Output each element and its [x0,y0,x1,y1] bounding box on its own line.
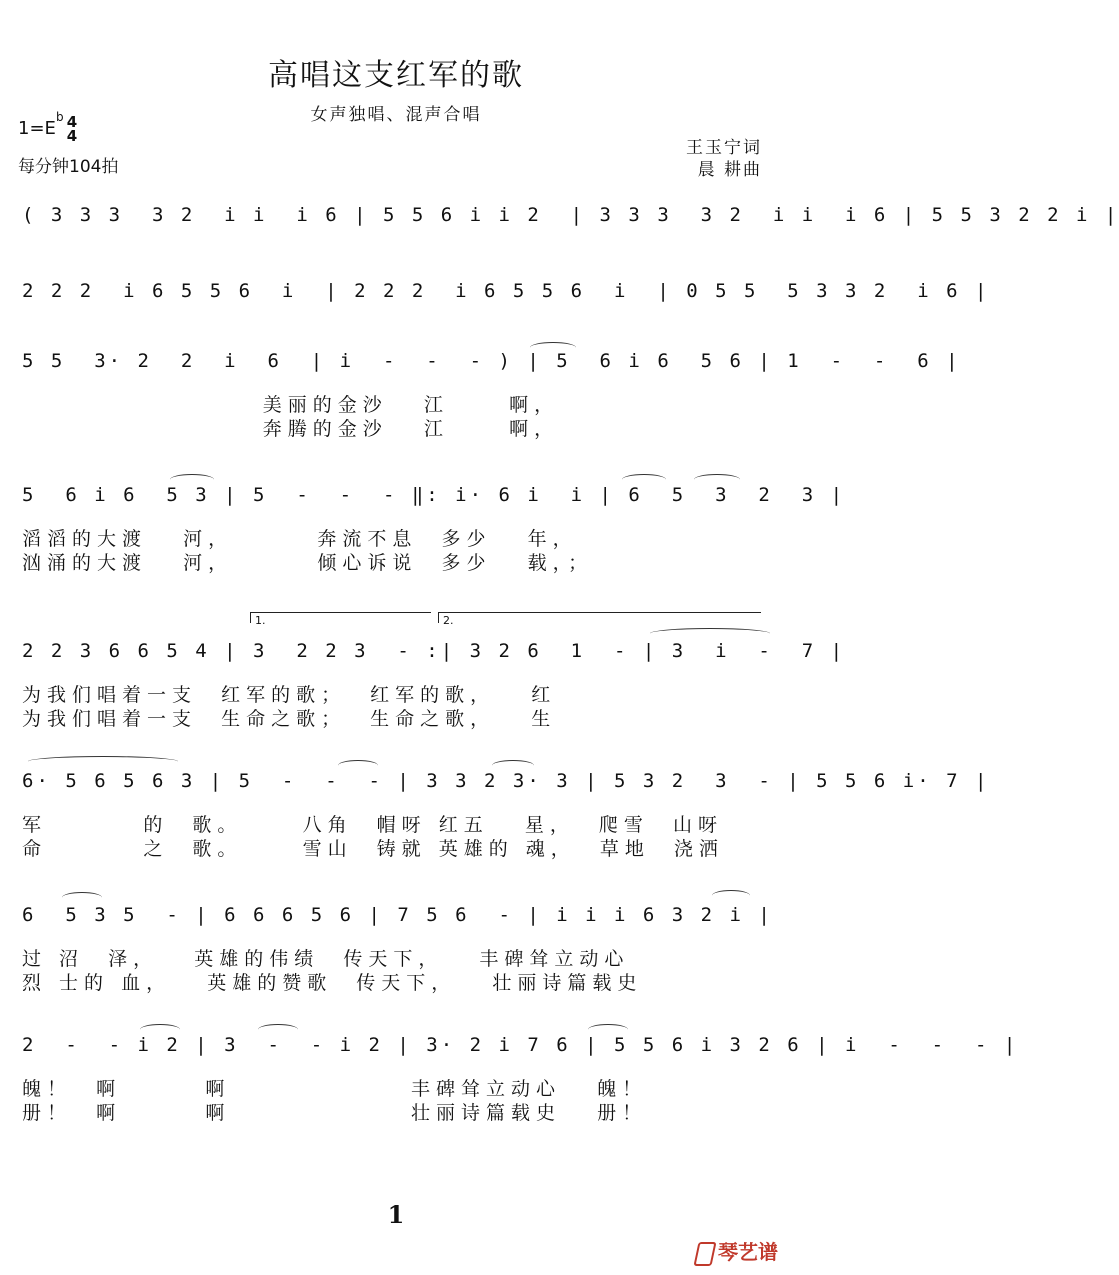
notes-line: 2 2 2 i 6 5 5 6 i | 2 2 2 i 6 5 5 6 i | 0 5 5 5 3 3 2 i 6 | [22,280,990,302]
watermark [696,1236,778,1266]
notes-line: ( 3 3 3 3 2 i i i 6 | 5 5 6 i i 2 | 3 3 3 3 2 i i i 6 | 5 5 3 2 2 i | [22,204,1119,226]
slur [530,342,576,353]
time-bottom: 4 [66,127,78,145]
lyrics-verse-1: 过 沼 泽， 英雄的伟绩 传天下， 丰碑耸立动心 [22,948,630,970]
key-signature [18,110,64,139]
page-number: 1 [387,1200,405,1229]
slur [650,628,770,639]
lyrics-verse-2: 册！ 啊 啊 壮丽诗篇载史 册！ [22,1102,648,1124]
slur [622,474,666,485]
score-row-6 [22,770,990,810]
lyrics-verse-2: 奔腾的金沙 江 啊， [22,418,560,440]
key-note: E [44,118,56,139]
lyrics-verse-1: 魄！ 啊 啊 丰碑耸立动心 魄！ [22,1078,648,1100]
watermark-text: 琴艺谱 [718,1240,778,1264]
page-title: 高唱这支红军的歌 [268,58,524,93]
lyrics-verse-2: 为我们唱着一支 生命之歌； 生命之歌， 生 [22,708,557,730]
composer-credit: 晨 耕曲 [697,160,762,180]
slur [62,892,102,903]
score-row-4 [22,484,846,524]
slur [338,760,378,771]
lyrics-verse-1: 滔滔的大渡 河， 奔流不息 多少 年， [22,528,578,550]
score-row-2 [22,280,990,320]
notes-line: 2 - - i 2 | 3 - - i 2 | 3· 2 i 7 6 | 5 5 6 i 3 2 6 | i - - - | [22,1034,1019,1056]
time-top: 4 [66,113,78,131]
slur [28,756,178,767]
lyrics-verse-2: 汹涌的大渡 河， 倾心诉说 多少 载，； [22,552,594,574]
lyrics-verse-1: 美丽的金沙 江 啊， [22,394,560,416]
second-ending-bracket: 2. [438,612,761,623]
lyrics-verse-2: 命 之 歌。 雪山 铸就 英雄的 魂， 草地 浇洒 [22,838,724,860]
lyrics-verse-2: 烈 士的 血， 英雄的赞歌 传天下， 壮丽诗篇载史 [22,972,643,994]
lyrics-verse-1: 军 的 歌。 八角 帽呀 红五 星， 爬雪 山呀 [22,814,723,836]
notes-line: 6 5 3 5 - | 6 6 6 5 6 | 7 5 6 - | i i i 6 3 2 i | [22,904,773,926]
flat-sign: b [56,110,64,124]
notes-line: 5 6 i 6 5 3 | 5 - - - ‖: i· 6 i i | 6 5 3 2 3 | [22,484,846,506]
notes-line: 5 5 3· 2 2 i 6 | i - - - ) | 5 6 i 6 5 6 | 1 - - 6 | [22,350,961,372]
score-row-7 [22,904,772,944]
slur [170,474,214,485]
qinyipu-logo-icon [693,1242,716,1266]
tempo-marking: 每分钟104拍 [18,157,119,177]
notes-line: 2 2 3 6 6 5 4 | 3 2 2 3 - :| 3 2 6 1 - | 3 i - 7 | [22,640,846,662]
score-row-3 [22,350,961,390]
slur [258,1024,298,1035]
slur [712,890,750,901]
slur [140,1024,180,1035]
subtitle: 女声独唱、混声合唱 [310,105,482,125]
lyricist-credit: 王玉宁词 [686,138,762,158]
lyrics-verse-1: 为我们唱着一支 红军的歌； 红军的歌， 红 [22,684,557,706]
slur [694,474,740,485]
notes-line: 6· 5 6 5 6 3 | 5 - - - | 3 3 2 3· 3 | 5 3 2 3 - | 5 5 6 i· 7 | [22,770,990,792]
first-ending-bracket: 1. [250,612,431,623]
slur [588,1024,628,1035]
score-row-5 [22,640,846,680]
time-signature [64,115,80,143]
score-row-1 [22,204,1119,244]
key-prefix: 1= [18,118,45,139]
score-row-8 [22,1034,1019,1074]
slur [492,760,534,771]
